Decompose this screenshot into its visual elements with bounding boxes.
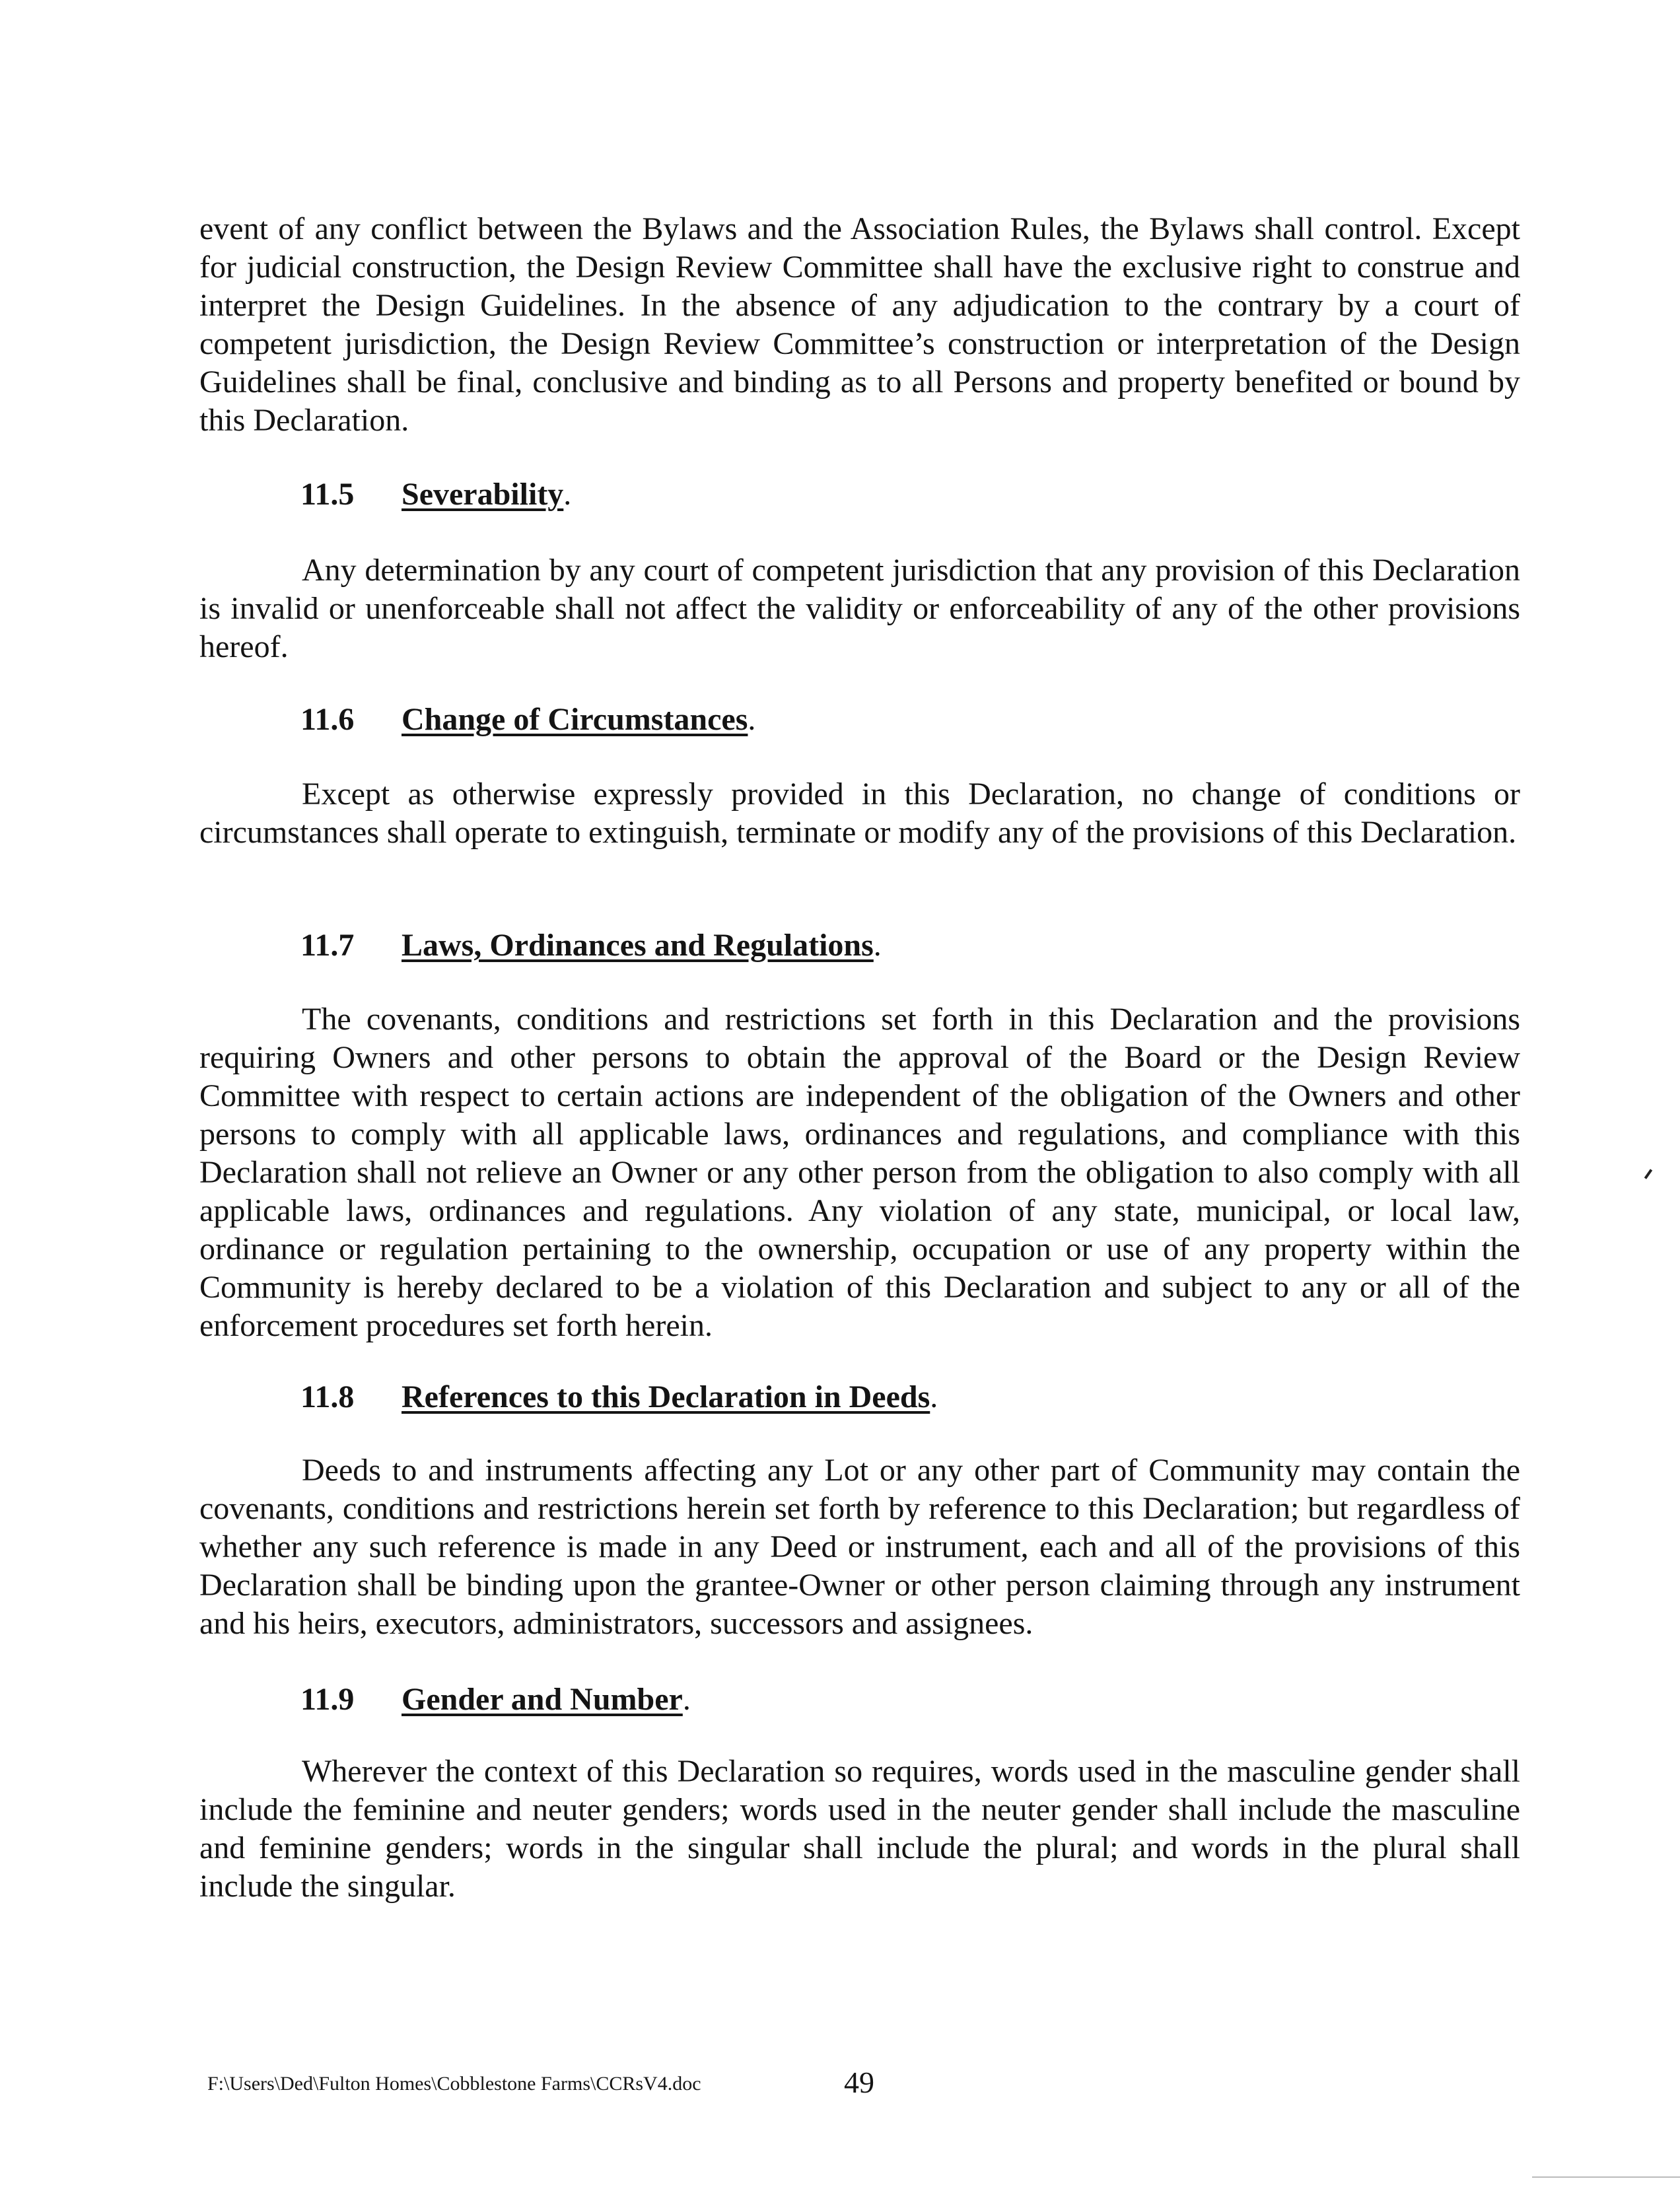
section-heading-11-5 (300, 475, 571, 514)
section-title: References to this Declaration in Deeds (402, 1379, 930, 1414)
section-number: 11.5 (300, 477, 355, 512)
section-number: 11.6 (300, 702, 355, 737)
section-heading-11-7 (300, 926, 882, 965)
heading-period: . (563, 477, 572, 512)
section-heading-11-6 (300, 701, 755, 739)
heading-period: . (930, 1379, 938, 1414)
section-body-11-5: Any determination by any court of competent jurisdiction that any provision of this Declaration is invalid or unenforceable shall not affect the validity or enforceability of any of the other provisions hereof. (199, 553, 1520, 664)
section-number: 11.9 (300, 1682, 355, 1717)
heading-period: . (682, 1682, 691, 1717)
footer-file-path: F:\Users\Ded\Fulton Homes\Cobblestone Farms\CCRsV4.doc (207, 2073, 701, 2095)
margin-tick-mark (1644, 1169, 1652, 1179)
section-number: 11.7 (300, 928, 355, 963)
section-body-11-8: Deeds to and instruments affecting any Lot or any other part of Community may contain the covenants, conditions and restrictions herein set forth by reference to this Declaration; but regardless of whether any such reference is made in any Deed or instrument, each and all of the provisions of this Declaration shall be binding upon the grantee-Owner or other person claiming through any instrument and his heirs, executors, administrators, successors and assignees. (199, 1453, 1520, 1641)
section-heading-11-9 (300, 1681, 691, 1719)
heading-period: . (873, 928, 882, 963)
section-title: Severability (402, 477, 564, 512)
opening-paragraph: event of any conflict between the Bylaws and the Association Rules, the Bylaws shall control. Except for judicial construction, the Design Review Committee shall have the exclusive right to construe and interpret the Design Guidelines. In the absence of any adjudication to the contrary by a court of competent jurisdiction, the Design Review Committee’s construction or interpretation of the Design Guidelines shall be final, conclusive and binding as to all Persons and property benefited or bound by this Declaration. (199, 211, 1520, 438)
section-number: 11.8 (300, 1379, 355, 1414)
page-number: 49 (844, 2066, 874, 2099)
section-title: Gender and Number (402, 1682, 683, 1717)
section-body-11-6: Except as otherwise expressly provided in this Declaration, no change of conditions or circumstances shall operate to extinguish, terminate or modify any of the provisions of this Declaration. (199, 777, 1520, 850)
section-body-11-7: The covenants, conditions and restrictions set forth in this Declaration and the provisions requiring Owners and other persons to obtain the approval of the Board or the Design Review Committee with respect to certain actions are independent of the obligation of the Owners and other persons to comply with all applicable laws, ordinances and regulations, and compliance with this Declaration shall not relieve an Owner or any other person from the obligation to also comply with all applicable laws, ordinances and regulations. Any violation of any state, municipal, or local law, ordinance or regulation pertaining to the ownership, occupation or use of any property within the Community is hereby declared to be a violation of this Declaration and subject to any or all of the enforcement procedures set forth herein. (199, 1002, 1520, 1343)
heading-period: . (748, 702, 756, 737)
section-body-11-9: Wherever the context of this Declaration so requires, words used in the masculine gender shall include the feminine and neuter genders; words used in the neuter gender shall include the masculine and feminine genders; words in the singular shall include the plural; and words in the plural shall include the singular. (199, 1754, 1520, 1904)
section-title: Laws, Ordinances and Regulations (402, 928, 874, 963)
section-heading-11-8 (300, 1378, 938, 1416)
section-title: Change of Circumstances (402, 702, 748, 737)
scan-edge-line (1532, 2176, 1680, 2178)
